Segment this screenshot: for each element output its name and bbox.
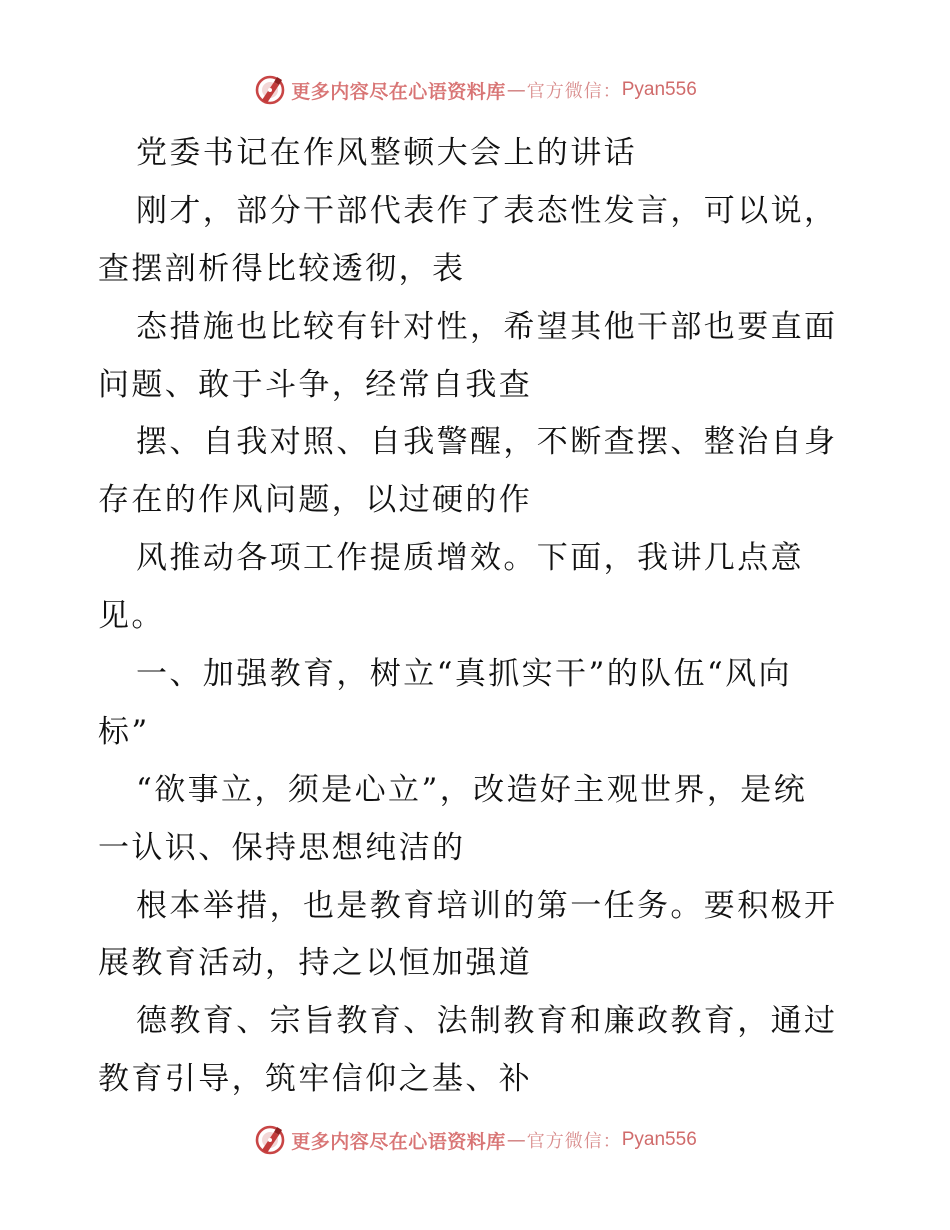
watermark-separator: — [506,79,526,101]
watermark-main-text: 更多内容尽在心语资料库 [291,1130,506,1153]
body-line: 存在的作风问题，以过硬的作 [98,482,533,519]
document-title: 党委书记在作风整顿大会上的讲话 [136,135,637,171]
document-body [98,125,854,1109]
pen-nib-logo-icon [253,1123,287,1157]
watermark-separator: — [506,1129,526,1151]
body-line: 风推动各项工作提质增效。下面，我讲几点意 [136,540,804,577]
body-line: 一认识、保持思想纯洁的 [98,829,466,866]
body-line: 见。 [98,598,165,635]
body-line: 展教育活动，持之以恒加强道 [98,945,533,982]
watermark-official-label: 官方微信： [526,81,622,102]
section-heading-continued: 标” [98,713,150,750]
watermark-main-text: 更多内容尽在心语资料库 [291,80,506,103]
body-line: “欲事立，须是心立”，改造好主观世界，是统 [136,771,808,808]
body-line: 教育引导，筑牢信仰之基、补 [98,1061,533,1098]
body-line: 摆、自我对照、自我警醒，不断查摆、整治自身 [136,424,838,461]
body-line: 查摆剖析得比较透彻，表 [98,250,466,287]
watermark-wechat-id: Pyan556 [621,79,697,100]
footer-watermark [0,1122,950,1158]
section-heading: 一、加强教育，树立“真抓实干”的队伍“风向 [136,656,792,693]
watermark-official-label: 官方微信： [526,1131,622,1152]
pen-nib-logo-icon [253,73,287,107]
body-line: 德教育、宗旨教育、法制教育和廉政教育，通过 [136,1003,838,1040]
body-line: 根本举措，也是教育培训的第一任务。要积极开 [136,887,838,924]
body-line: 态措施也比较有针对性，希望其他干部也要直面 [136,308,838,345]
header-watermark [0,72,950,108]
body-line: 刚才，部分干部代表作了表态性发言，可以说， [136,192,838,229]
watermark-wechat-id: Pyan556 [621,1129,697,1150]
body-line: 问题、敢于斗争，经常自我查 [98,366,533,403]
